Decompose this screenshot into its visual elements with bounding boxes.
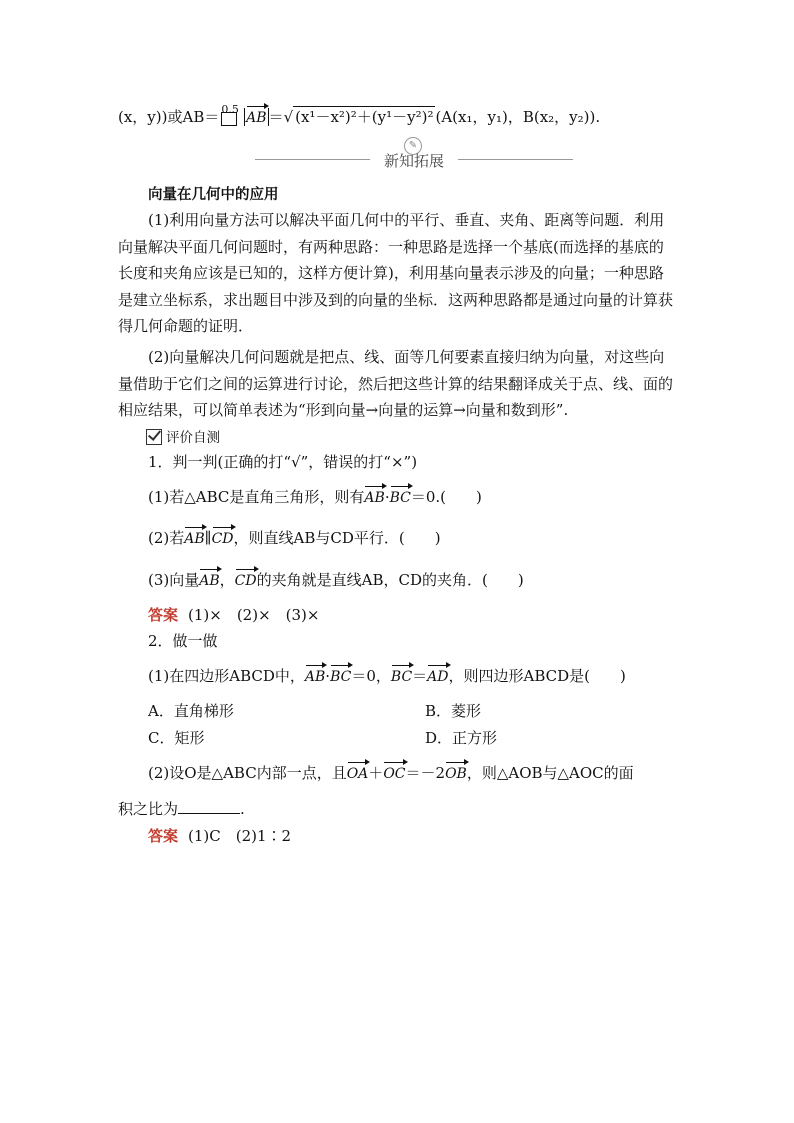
q1-item-2: (2)若AB∥CD，则直线AB与CD平行．( ) <box>148 529 441 547</box>
formula-prefix: (x，y))或AB＝ <box>118 108 220 126</box>
divider-left <box>255 159 370 160</box>
distance-formula-line <box>118 103 601 128</box>
q2-item-2-cont: 积之比为 . <box>118 800 245 818</box>
q2-item-2: (2)设O是△ABC内部一点，且OA＋OC＝－2OB，则△AOB与△AOC的面 <box>148 764 634 782</box>
choice-c: C．矩形 <box>148 729 205 747</box>
vector-oa: OA <box>346 766 369 782</box>
vector-bc: BC <box>330 669 352 685</box>
paragraph-1-text: (1)利用向量方法可以解决平面几何中的平行、垂直、夹角、距离等问题．利用向量解决平面几何问题时，有两种思路：一种思路是选择一个基底(而选择的基底的长度和夹角应该是已知的，这样方便计算)，利用基向量表示涉及的向量；一种思路是建立坐标系，求出题目中涉及到的向量的坐标．这两种思路都是通过向量的计算获得几何命题的证明． <box>118 211 674 335</box>
choice-b: B．菱形 <box>425 702 482 720</box>
q1-item-3: (3)向量AB，CD的夹角就是直线AB，CD的夹角．( ) <box>148 571 524 589</box>
q2-answer <box>148 826 291 846</box>
answer-blank <box>178 799 240 814</box>
section-heading: 向量在几何中的应用 <box>148 187 279 203</box>
self-test-label: 评价自测 <box>166 430 220 446</box>
sqrt-sign: √ <box>283 108 294 126</box>
paragraph-2 <box>118 344 678 424</box>
fraction-placeholder <box>219 103 239 128</box>
vector-ab: AB <box>304 669 326 685</box>
divider-right <box>458 159 573 160</box>
answer-text: (1)× (2)× (3)× <box>188 606 320 624</box>
answer-label: 答案 <box>148 606 179 624</box>
vector-cd: CD <box>211 531 234 547</box>
q1-answer <box>148 605 319 625</box>
leaf-icon: ✎ <box>404 137 422 155</box>
formula-suffix: (A(x₁，y₁)，B(x₂，y₂)). <box>435 108 601 126</box>
choice-d: D．正方形 <box>425 729 498 747</box>
question-2-title: 2．做一做 <box>148 632 218 650</box>
choice-a: A．直角梯形 <box>148 702 234 720</box>
vector-ab: AB <box>246 110 267 126</box>
vector-ob: OB <box>445 766 467 782</box>
vector-bc: BC <box>390 669 413 685</box>
paragraph-2-text: (2)向量解决几何问题就是把点、线、面等几何要素直接归纳为向量，对这些向量借助于它们之间的运算进行讨论，然后把这些计算的结果翻译成关于点、线、面的相应结果，可以简单表述为“形到向量→向量的运算→向量和数到形”. <box>118 348 674 419</box>
sqrt-content: (x¹－x²)²＋(y¹－y²)² <box>295 108 434 126</box>
paragraph-1 <box>118 207 678 340</box>
vector-oc: OC <box>383 766 406 782</box>
question-1-title: 1．判一判(正确的打“√”，错误的打“×”) <box>148 453 418 471</box>
fraction-top: 0.5 <box>221 103 239 116</box>
answer-label: 答案 <box>148 827 179 845</box>
vector-bc: BC <box>389 490 411 506</box>
q2-item-1: (1)在四边形ABCD中，AB·BC＝0，BC＝AD，则四边形ABCD是( ) <box>148 667 626 685</box>
vector-cd: CD <box>234 573 257 589</box>
vector-ad: AD <box>427 669 449 685</box>
vector-ab: AB <box>364 490 385 506</box>
vector-ab: AB <box>184 531 205 547</box>
checkbox-icon <box>146 429 162 445</box>
vector-ab: AB <box>199 573 220 589</box>
q1-item-1: (1)若△ABC是直角三角形，则有AB·BC＝0.( ) <box>148 488 482 506</box>
section-divider-title: 新知拓展 <box>383 152 444 170</box>
formula-eq: ＝ <box>268 108 284 126</box>
answer-text: (1)C (2)1∶2 <box>188 827 292 845</box>
